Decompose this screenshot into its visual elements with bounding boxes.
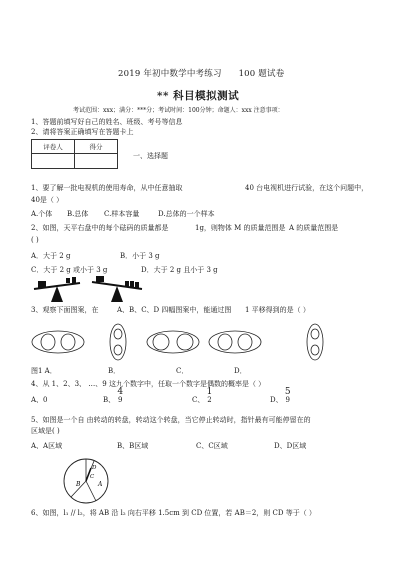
q6-text: 6、如图，l₁ // l₂，将 AB 沿 l₂ 向右平移 1.5cm 到 CD 位置，若 AB＝2，则 CD 等于（ ） [31, 509, 316, 517]
balance-scale-right [92, 276, 142, 302]
doc-title-line2: ** 科目模拟测试 [157, 90, 240, 102]
score-table-score: 得分 [75, 140, 118, 154]
score-table-grader: 评卷人 [32, 140, 75, 154]
q4-option-c-fraction [207, 388, 213, 404]
wheel-label-b: B [76, 481, 81, 488]
q5-option-a[interactable]: A、A区域 [31, 442, 63, 450]
q4-option-b[interactable] [103, 387, 124, 405]
q4-option-d-fraction [285, 388, 291, 404]
q2-option-c[interactable]: C．大于 2 g 或小于 3 g [31, 266, 108, 274]
title-text: 年初中数学中考练习 [143, 69, 222, 79]
doc-title-line1 [118, 67, 284, 79]
q1-option-c[interactable]: C.样本容量 [104, 210, 140, 218]
score-table-cell[interactable] [75, 154, 118, 169]
q1-option-b[interactable]: B.总体 [67, 210, 89, 218]
q4-option-b-fraction [117, 388, 123, 404]
q1-option-d[interactable]: D.总体的一个样本 [158, 210, 215, 218]
q4-text: 4、从 1、2、3、 …、9 这九个数字中，任取一个数字是偶数的概率是（ ） [31, 380, 266, 388]
q5-text-b: 区域是( ) [31, 427, 60, 435]
note-1: 1、答题前填写好自己的姓名、班级、考号等信息 [31, 118, 183, 126]
q2-text-a: 2、如图，天平右盘中的每个砝码的质量都是 [31, 224, 169, 232]
q3-text-c: 1 平移得到的是（ ） [245, 306, 310, 314]
q2-option-d[interactable]: D．大于 2 g 且小于 3 g [141, 266, 218, 274]
q4-option-d-den: 9 [285, 396, 290, 404]
q2-text-d: ( ) [31, 236, 39, 244]
q3-label-fig1: 图1 A． [31, 367, 57, 375]
score-table [31, 139, 118, 169]
q4-option-d-num: 5 [284, 387, 291, 397]
q3-label-d[interactable]: D． [234, 367, 247, 375]
q3-label-c[interactable]: C． [176, 367, 189, 375]
q4-option-c-num: 1 [206, 387, 213, 397]
q5-option-c[interactable]: C、C区域 [196, 442, 228, 450]
q1-option-a[interactable]: A.个体 [31, 210, 53, 218]
q5-option-b[interactable]: B、B区域 [117, 442, 149, 450]
note-2: 2、请将答案正确填写在答题卡上 [31, 128, 134, 136]
q5-option-d[interactable]: D、D区域 [274, 442, 307, 450]
wheel-label-a: A [98, 481, 103, 488]
wheel-label-c: C [90, 474, 95, 480]
q4-option-c-den: 2 [207, 396, 212, 404]
balance-scale-left [34, 277, 80, 302]
q4-option-d-label: D、 [270, 396, 283, 404]
q4-option-b-label: B、 [103, 396, 116, 404]
title-right: 100 题试卷 [238, 69, 285, 79]
balance-scales-figure [30, 276, 150, 304]
q2-text-b: 1g，则物体 M 的质量范围是 [195, 224, 286, 232]
q4-option-c[interactable] [192, 387, 213, 405]
q3-pattern-figure [30, 322, 340, 362]
q3-label-b[interactable]: B． [108, 367, 121, 375]
title-year: 2019 [118, 69, 141, 79]
q1-text-c: 40是（ ） [31, 196, 64, 204]
q1-text-b: 40 台电视机进行试验，在这个问题中， [245, 184, 369, 192]
exam-meta: 考试范围：xxx；满分：***分；考试时间：100分钟；命题人：xxx 注意事项： [73, 107, 284, 114]
q1-text-a: 1、要了解一批电视机的使用寿命，从中任意抽取 [31, 184, 183, 192]
q4-option-c-label: C、 [192, 396, 205, 404]
q5-text-a: 5、如图是一个自 由转动的转盘，转动这个转盘，当它停止转动时，指针最有可能停留在的 [31, 416, 311, 424]
q2-option-b[interactable]: B．小于 3 g [120, 252, 160, 260]
wheel-label-d: D [92, 465, 97, 471]
q3-text-a: 3、观察下面图案，在 [31, 306, 99, 314]
q4-option-d[interactable] [270, 387, 291, 405]
spinner-wheel-figure [62, 456, 110, 506]
q4-option-a[interactable]: A、0 [31, 396, 48, 404]
q4-option-b-num: 4 [117, 387, 124, 397]
q3-text-b: A、B、C、D 四幅图案中，能通过图 [117, 306, 232, 314]
score-table-cell[interactable] [32, 154, 75, 169]
section-title: 一、选择题 [133, 152, 168, 160]
q4-option-b-den: 9 [118, 396, 123, 404]
q2-option-a[interactable]: A．大于 2 g [31, 252, 71, 260]
q2-text-c: A 的质量范围是 [289, 224, 339, 232]
